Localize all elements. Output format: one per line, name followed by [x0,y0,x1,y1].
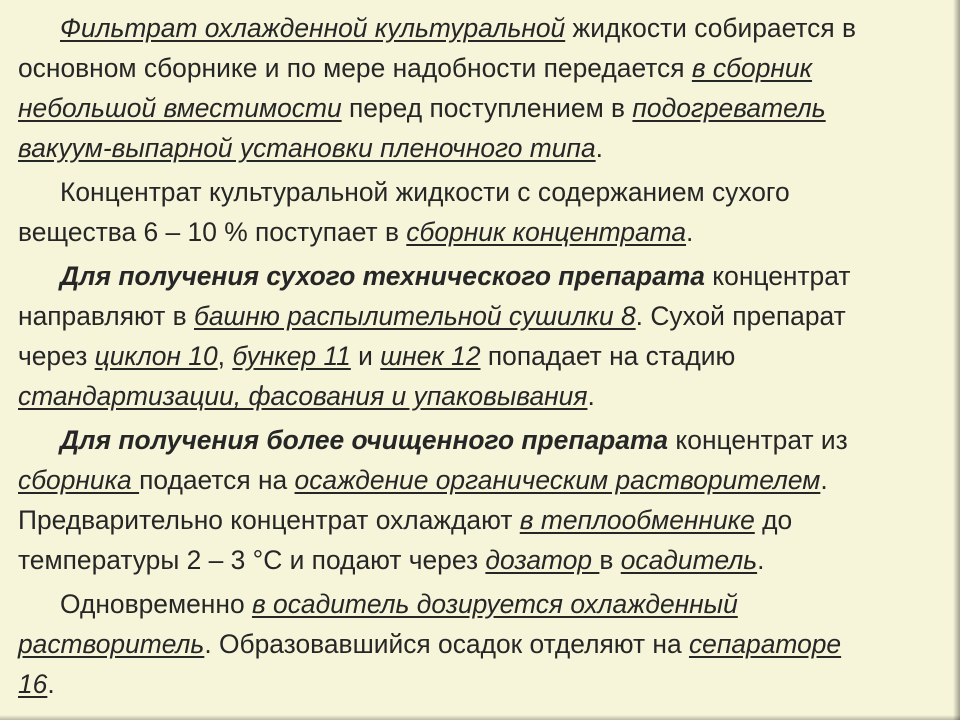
underlined-term: 16 [18,669,48,699]
underlined-term: дозатор [485,545,600,575]
underlined-term: сепараторе [688,629,842,659]
body-text: подается на [139,465,295,495]
underlined-term: в осадитель дозируется охлажденный [251,589,738,619]
underlined-term: циклон 10 [94,341,218,371]
paragraph-5 [18,584,948,704]
underlined-term: вакуум-выпарной установки пленочного типа [18,133,596,163]
body-text: . [686,217,694,247]
underlined-term: подогреватель [632,93,826,123]
bold-heading-text: Для получения сухого технического препарата [60,261,705,291]
body-text: . [595,133,603,163]
underlined-term: бункер 11 [232,341,351,371]
body-text: , [217,341,233,371]
paragraph-4 [18,420,948,580]
slide-text-body [18,8,948,708]
body-text: жидкости собирается в [565,13,857,43]
body-text: основном сборнике и по мере надобности передается [18,53,692,83]
body-text: . Сухой препарат [635,301,846,331]
body-text: вещества 6 – 10 % поступает в [18,217,407,247]
slide-bottom-edge-shadow [0,715,960,720]
paragraph-2 [18,172,948,252]
body-text: направляют в [18,301,194,331]
underlined-term: сборника [18,465,140,495]
underlined-term: осадитель [620,545,758,575]
underlined-term: растворитель [18,629,205,659]
paragraph-1 [18,8,948,168]
body-text: и [350,341,381,371]
body-text: . [820,465,828,495]
slide-right-edge-shadow [953,0,960,720]
body-text: Предварительно концентрат охлаждают [18,505,520,535]
body-text: Одновременно [60,589,252,619]
underlined-term: небольшой вместимости [18,93,342,123]
body-text: . [757,545,765,575]
body-text: в [599,545,621,575]
bold-heading-text: Для получения более очищенного препарата [60,425,669,455]
underlined-term: в сборник [691,53,813,83]
body-text: до [754,505,793,535]
underlined-term: Фильтрат охлажденной культуральной [60,13,566,43]
body-text: . Образовавшийся осадок отделяют на [204,629,689,659]
underlined-term: шнек 12 [380,341,481,371]
body-text: . [587,381,595,411]
body-text: через [18,341,95,371]
underlined-term: башню распылительной сушилки 8 [194,301,636,331]
body-text: . [47,669,55,699]
body-text: перед поступлением в [341,93,633,123]
body-text: концентрат [704,261,851,291]
body-text: попадает на стадию [480,341,736,371]
paragraph-3 [18,256,948,416]
underlined-term: сборник концентрата [406,217,687,247]
underlined-term: стандартизации, фасования и упаковывания [18,381,588,411]
body-text: температуры 2 – 3 °С и подают через [18,545,486,575]
body-text: концентрат из [668,425,848,455]
underlined-term: в теплообменнике [519,505,755,535]
underlined-term: осаждение органическим растворителем [294,465,821,495]
body-text: Концентрат культуральной жидкости с содержанием сухого [60,177,790,207]
